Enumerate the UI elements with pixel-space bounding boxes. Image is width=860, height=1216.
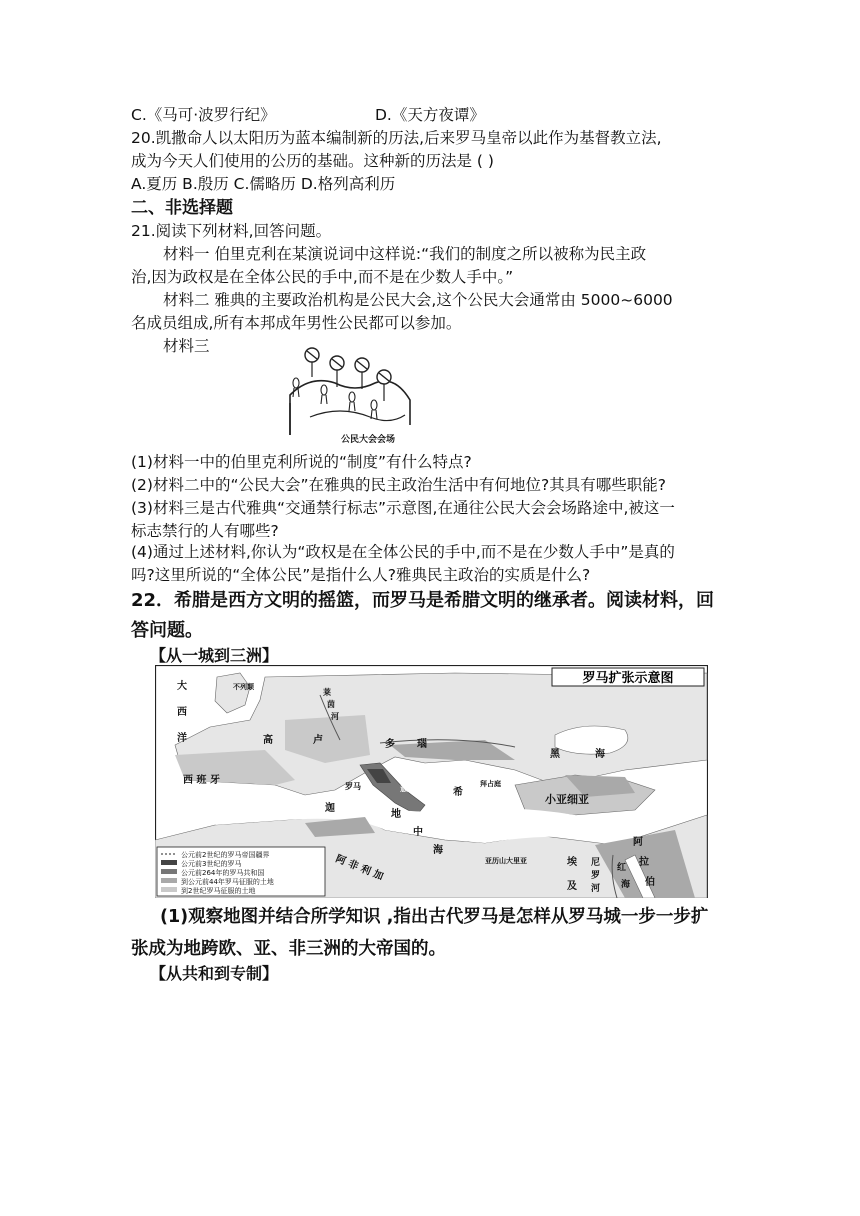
q21-material1-line2: 治,因为政权是在全体公民的手中,而不是在少数人手中。” xyxy=(131,268,514,286)
q22-heading1: 【从一城到三洲】 xyxy=(150,646,279,665)
map-label-rhine: 茵 xyxy=(327,700,335,709)
map-label-greece: 希 xyxy=(453,787,463,798)
map-label-danube: 瑙 xyxy=(417,739,427,750)
map-label-italy: 意大利 xyxy=(400,785,421,793)
map-label-arabia: 拉 xyxy=(639,857,649,868)
map-label-carthage: 迦 xyxy=(325,803,335,814)
q21-sub2: (2)材料二中的“公民大会”在雅典的民主政治生活中有何地位?其具有哪些职能? xyxy=(131,476,666,494)
legend-item: 到2世纪罗马征服的土地 xyxy=(181,887,256,895)
map-label-black-sea: 海 xyxy=(595,749,605,760)
legend-item: 公元前3世纪的罗马 xyxy=(181,860,242,868)
map-label-alexandria: 亚历山大里亚 xyxy=(485,857,527,865)
q21-sub4-line1: (4)通过上述材料,你认为“政权是在全体公民的手中,而不是在少数人手中”是真的 xyxy=(131,543,675,561)
map-label-mediterranean: 海 xyxy=(433,845,443,856)
map-label-atlantic: 西 xyxy=(177,707,187,718)
map-label-rome: 罗马 xyxy=(345,782,361,791)
figure-caption: 公民大会会场 xyxy=(341,435,396,445)
no-entry-sign-icon xyxy=(305,348,319,377)
map-label-byzantium: 拜占庭 xyxy=(480,780,501,788)
q22-line1: 22．希腊是西方文明的摇篮，而罗马是希腊文明的继承者。阅读材料，回 xyxy=(131,590,715,611)
q21-material1-line1: 材料一 伯里克利在某演说词中这样说:“我们的制度之所以被称为民主政 xyxy=(163,245,647,263)
q21-sub1: (1)材料一中的伯里克利所说的“制度”有什么特点? xyxy=(131,453,472,471)
no-entry-sign-icon xyxy=(377,370,391,401)
no-entry-sign-icon xyxy=(355,358,369,389)
map-label-spain: 西 班 牙 xyxy=(183,775,220,786)
map-label-atlantic: 大 xyxy=(177,681,187,692)
map-label-nile: 尼 xyxy=(591,858,601,868)
map-label-red-sea: 红 xyxy=(617,863,627,873)
map-label-africa: 阿 非 利 加 xyxy=(333,853,385,883)
q20-line1: 20.凯撒命人以太阳历为蓝本编制新的历法,后来罗马皇帝以此作为基督教立法, xyxy=(131,129,662,147)
map-label-gaul: 卢 xyxy=(313,735,323,746)
map-title: 罗马扩张示意图 xyxy=(582,671,674,686)
map-label-nile: 罗 xyxy=(591,871,601,881)
rome-expansion-map xyxy=(155,665,708,898)
map-label-red-sea: 海 xyxy=(621,880,631,890)
legend-item: 到公元前44年罗马征服的土地 xyxy=(181,878,274,886)
q21-sub3-line2: 标志禁行的人有哪些? xyxy=(131,522,279,540)
map-label-egypt: 及 xyxy=(567,881,577,892)
q20-line2: 成为今天人们使用的公历的基础。这种新的历法是 ( ) xyxy=(131,152,494,170)
legend-item: 公元前2世纪的罗马帝国疆界 xyxy=(181,851,270,859)
q20-options: A.夏历 B.殷历 C.儒略历 D.格列高利历 xyxy=(131,175,396,193)
q21-intro: 21.阅读下列材料,回答问题。 xyxy=(131,222,332,240)
map-label-egypt: 埃 xyxy=(567,857,577,868)
q21-sub3-line1: (3)材料三是古代雅典“交通禁行标志”示意图,在通往公民大会会场路途中,被这一 xyxy=(131,499,675,517)
q22-heading2: 【从共和到专制】 xyxy=(150,964,279,983)
q21-material3-label: 材料三 xyxy=(163,337,210,355)
legend-item: 公元前264年的罗马共和国 xyxy=(181,869,265,877)
map-label-gaul: 高 xyxy=(263,735,273,746)
map-label-danube: 多 xyxy=(385,739,395,750)
section-title: 二、非选择题 xyxy=(131,198,233,218)
q22-sub1-line1: (1)观察地图并结合所学知识 ,指出古代罗马是怎样从罗马城一步一步扩 xyxy=(160,907,709,927)
q22-line2: 答问题。 xyxy=(131,620,203,641)
map-label-black-sea: 黑 xyxy=(550,749,560,760)
map-label-britain: 不列颠 xyxy=(233,683,254,691)
q21-material2-line1: 材料二 雅典的主要政治机构是公民大会,这个公民大会通常由 5000~6000 xyxy=(163,291,673,309)
map-label-arabia: 伯 xyxy=(645,877,655,888)
map-label-mediterranean: 中 xyxy=(413,827,423,838)
map-label-atlantic: 洋 xyxy=(177,733,187,744)
map-label-rhine: 河 xyxy=(331,712,339,721)
q21-material2-line2: 名成员组成,所有本邦成年男性公民都可以参加。 xyxy=(131,314,462,332)
map-label-arabia: 阿 xyxy=(633,837,643,848)
map-label-mediterranean: 地 xyxy=(391,809,401,820)
q19-option-c: C.《马可·波罗行纪》 xyxy=(131,106,276,124)
map-legend xyxy=(157,847,325,896)
map-label-rhine: 莱 xyxy=(323,688,331,697)
q22-sub1-line2: 张成为地跨欧、亚、非三洲的大帝国的。 xyxy=(131,939,446,959)
q19-option-d: D.《天方夜谭》 xyxy=(375,106,485,124)
q21-sub4-line2: 吗?这里所说的“全体公民”是指什么人?雅典民主政治的实质是什么? xyxy=(131,566,591,584)
map-label-asia-minor: 小亚细亚 xyxy=(545,793,589,806)
map-label-nile: 河 xyxy=(591,884,601,894)
